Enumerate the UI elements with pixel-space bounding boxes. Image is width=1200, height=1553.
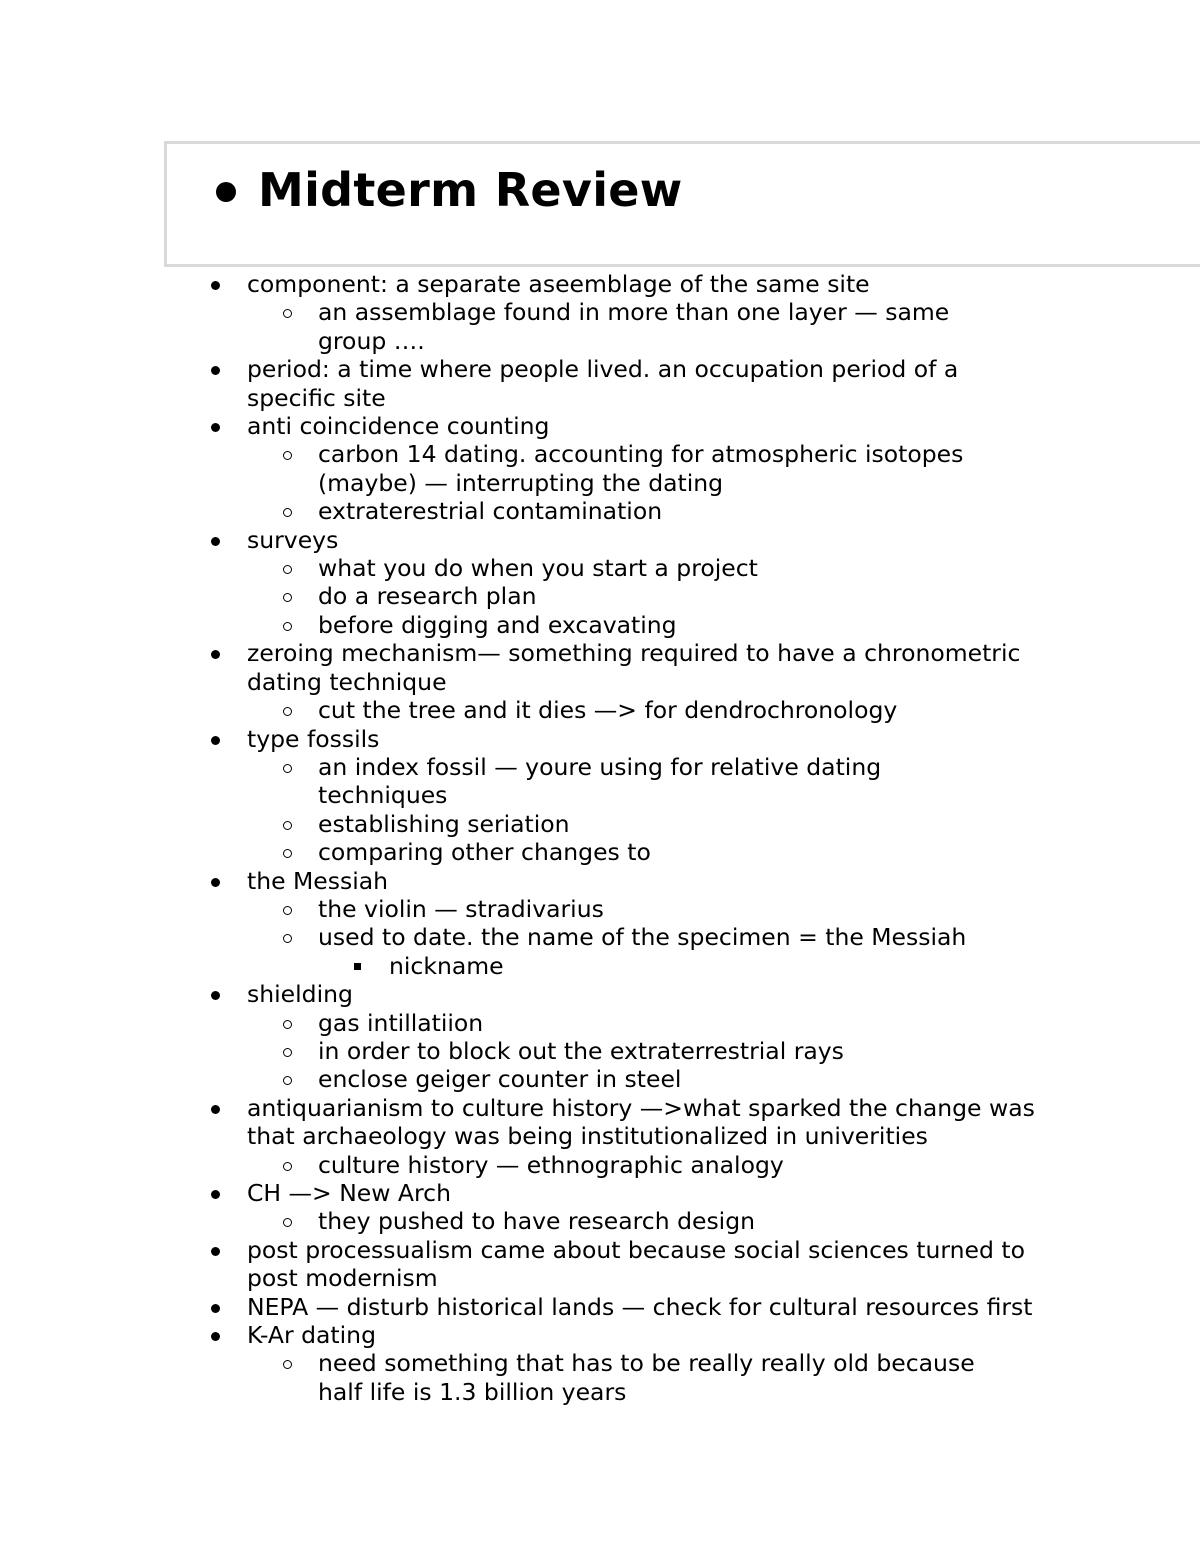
list-item-text: what you do when you start a project: [318, 554, 758, 583]
list-item: [0, 270, 1037, 298]
notes-list: [0, 270, 1200, 1406]
list-item: [0, 1151, 1018, 1179]
list-item: [0, 1009, 1018, 1037]
list-item-text: used to date. the name of the specimen = the Messiah: [318, 923, 967, 952]
bullet-circle-icon: [283, 1076, 292, 1085]
bullet-disc-icon: [211, 1190, 220, 1199]
list-item-text: an index fossil — youre using for relative dating techniques: [318, 752, 889, 810]
list-item: [0, 1065, 1018, 1093]
list-item-text: they pushed to have research design: [318, 1207, 756, 1236]
list-item-text: component: a separate aseemblage of the same site: [247, 270, 870, 298]
list-item-text: surveys: [247, 525, 339, 554]
list-item-text: shielding: [247, 980, 353, 1009]
bullet-circle-icon: [283, 707, 292, 716]
bullet-circle-icon: [283, 821, 292, 830]
list-item: [0, 1179, 1037, 1207]
bullet-circle-icon: [283, 1360, 292, 1369]
list-item: [0, 725, 1037, 753]
list-item: [0, 895, 1018, 923]
bullet-circle-icon: [283, 593, 292, 602]
bullet-circle-icon: [283, 934, 292, 943]
bullet-disc-icon: [211, 1247, 220, 1256]
list-item: [0, 1207, 1018, 1235]
title-row: [216, 162, 683, 218]
list-item-text: carbon 14 dating. accounting for atmospheric isotopes (maybe) — interrupting the dating: [318, 440, 971, 497]
bullet-circle-icon: [283, 906, 292, 915]
bullet-disc-icon: [211, 1105, 220, 1114]
list-item-text: anti coincidence counting: [247, 412, 550, 441]
bullet-circle-icon: [283, 764, 292, 773]
bullet-circle-icon: [283, 309, 292, 318]
list-item: [0, 554, 1018, 582]
list-item-text: gas intillatiion: [318, 1008, 484, 1037]
list-item: [0, 867, 1037, 895]
list-item-text: establishing seriation: [318, 809, 570, 838]
list-item-text: CH —> New Arch: [247, 1179, 451, 1207]
bullet-disc-icon: [211, 537, 220, 546]
list-item-text: in order to block out the extraterrestrial rays: [318, 1036, 844, 1065]
list-item-text: before digging and excavating: [318, 610, 677, 639]
bullet-disc-icon: [211, 650, 220, 659]
list-item: [0, 440, 1018, 497]
list-item: [0, 810, 1018, 838]
list-item: [0, 355, 1037, 412]
bullet-disc-icon: [211, 1304, 220, 1313]
list-item: [0, 412, 1037, 440]
list-item: [0, 753, 1018, 810]
bullet-disc-icon: [211, 281, 220, 290]
list-item: [0, 1037, 1018, 1065]
bullet-disc-icon: [211, 423, 220, 432]
list-item-text: enclose geiger counter in steel: [318, 1065, 682, 1094]
list-item-text: the violin — stradivarius: [318, 894, 604, 923]
list-item: [0, 1236, 1037, 1293]
list-item-text: cut the tree and it dies —> for dendrochronology: [318, 696, 898, 725]
bullet-disc-icon: [211, 878, 220, 887]
list-item: [0, 696, 1018, 724]
list-item-text: need something that has to be really really old because half life is 1.3 billion years: [318, 1349, 983, 1406]
list-item-text: period: a time where people lived. an occupation period of a specific site: [247, 355, 966, 412]
list-item-text: an assemblage found in more than one layer — same group ….: [318, 298, 957, 355]
list-item: [0, 497, 1018, 525]
list-item: [0, 582, 1018, 610]
list-item-text: do a research plan: [318, 582, 537, 611]
bullet-disc-icon: [211, 366, 220, 375]
bullet-disc-icon: [211, 1332, 220, 1341]
list-item: [0, 1321, 1037, 1349]
list-item: [0, 980, 1037, 1008]
bullet-disc-icon: [211, 991, 220, 1000]
list-item-text: type fossils: [247, 724, 380, 753]
title-bullet-icon: [216, 182, 236, 202]
list-item: [0, 838, 1018, 866]
page-title: Midterm Review: [258, 163, 683, 217]
list-item-text: comparing other changes to: [318, 838, 651, 867]
list-item-text: zeroing mechanism— something required to have a chronometric dating technique: [247, 639, 1028, 696]
bullet-square-icon: [354, 963, 361, 970]
list-item: [0, 611, 1018, 639]
bullet-circle-icon: [283, 849, 292, 858]
list-item: [0, 298, 1018, 355]
list-item-text: K-Ar dating: [247, 1321, 376, 1350]
bullet-circle-icon: [283, 1218, 292, 1227]
list-item: [0, 923, 1018, 951]
list-item: [0, 952, 1029, 980]
bullet-circle-icon: [283, 508, 292, 517]
list-item: [0, 1293, 1037, 1321]
bullet-disc-icon: [211, 736, 220, 745]
list-item: [0, 639, 1037, 696]
list-item-text: NEPA — disturb historical lands — check for cultural resources first: [247, 1292, 1033, 1321]
list-item-text: culture history — ethnographic analogy: [318, 1150, 784, 1179]
list-item: [0, 1093, 1043, 1151]
list-item-text: nickname: [389, 951, 504, 980]
bullet-circle-icon: [283, 565, 292, 574]
bullet-circle-icon: [283, 451, 292, 460]
list-item: [0, 526, 1037, 554]
list-item: [0, 1349, 1018, 1406]
list-item-text: antiquarianism to culture history —>what sparked the change was that archaeology was being institutionalized in univerities: [247, 1093, 1043, 1151]
bullet-circle-icon: [283, 1020, 292, 1029]
list-item-text: the Messiah: [247, 866, 389, 895]
list-item-text: extraterestrial contamination: [318, 497, 663, 526]
bullet-circle-icon: [283, 622, 292, 631]
bullet-circle-icon: [283, 1048, 292, 1057]
bullet-circle-icon: [283, 1162, 292, 1171]
list-item-text: post processualism came about because social sciences turned to post modernism: [247, 1235, 1033, 1293]
